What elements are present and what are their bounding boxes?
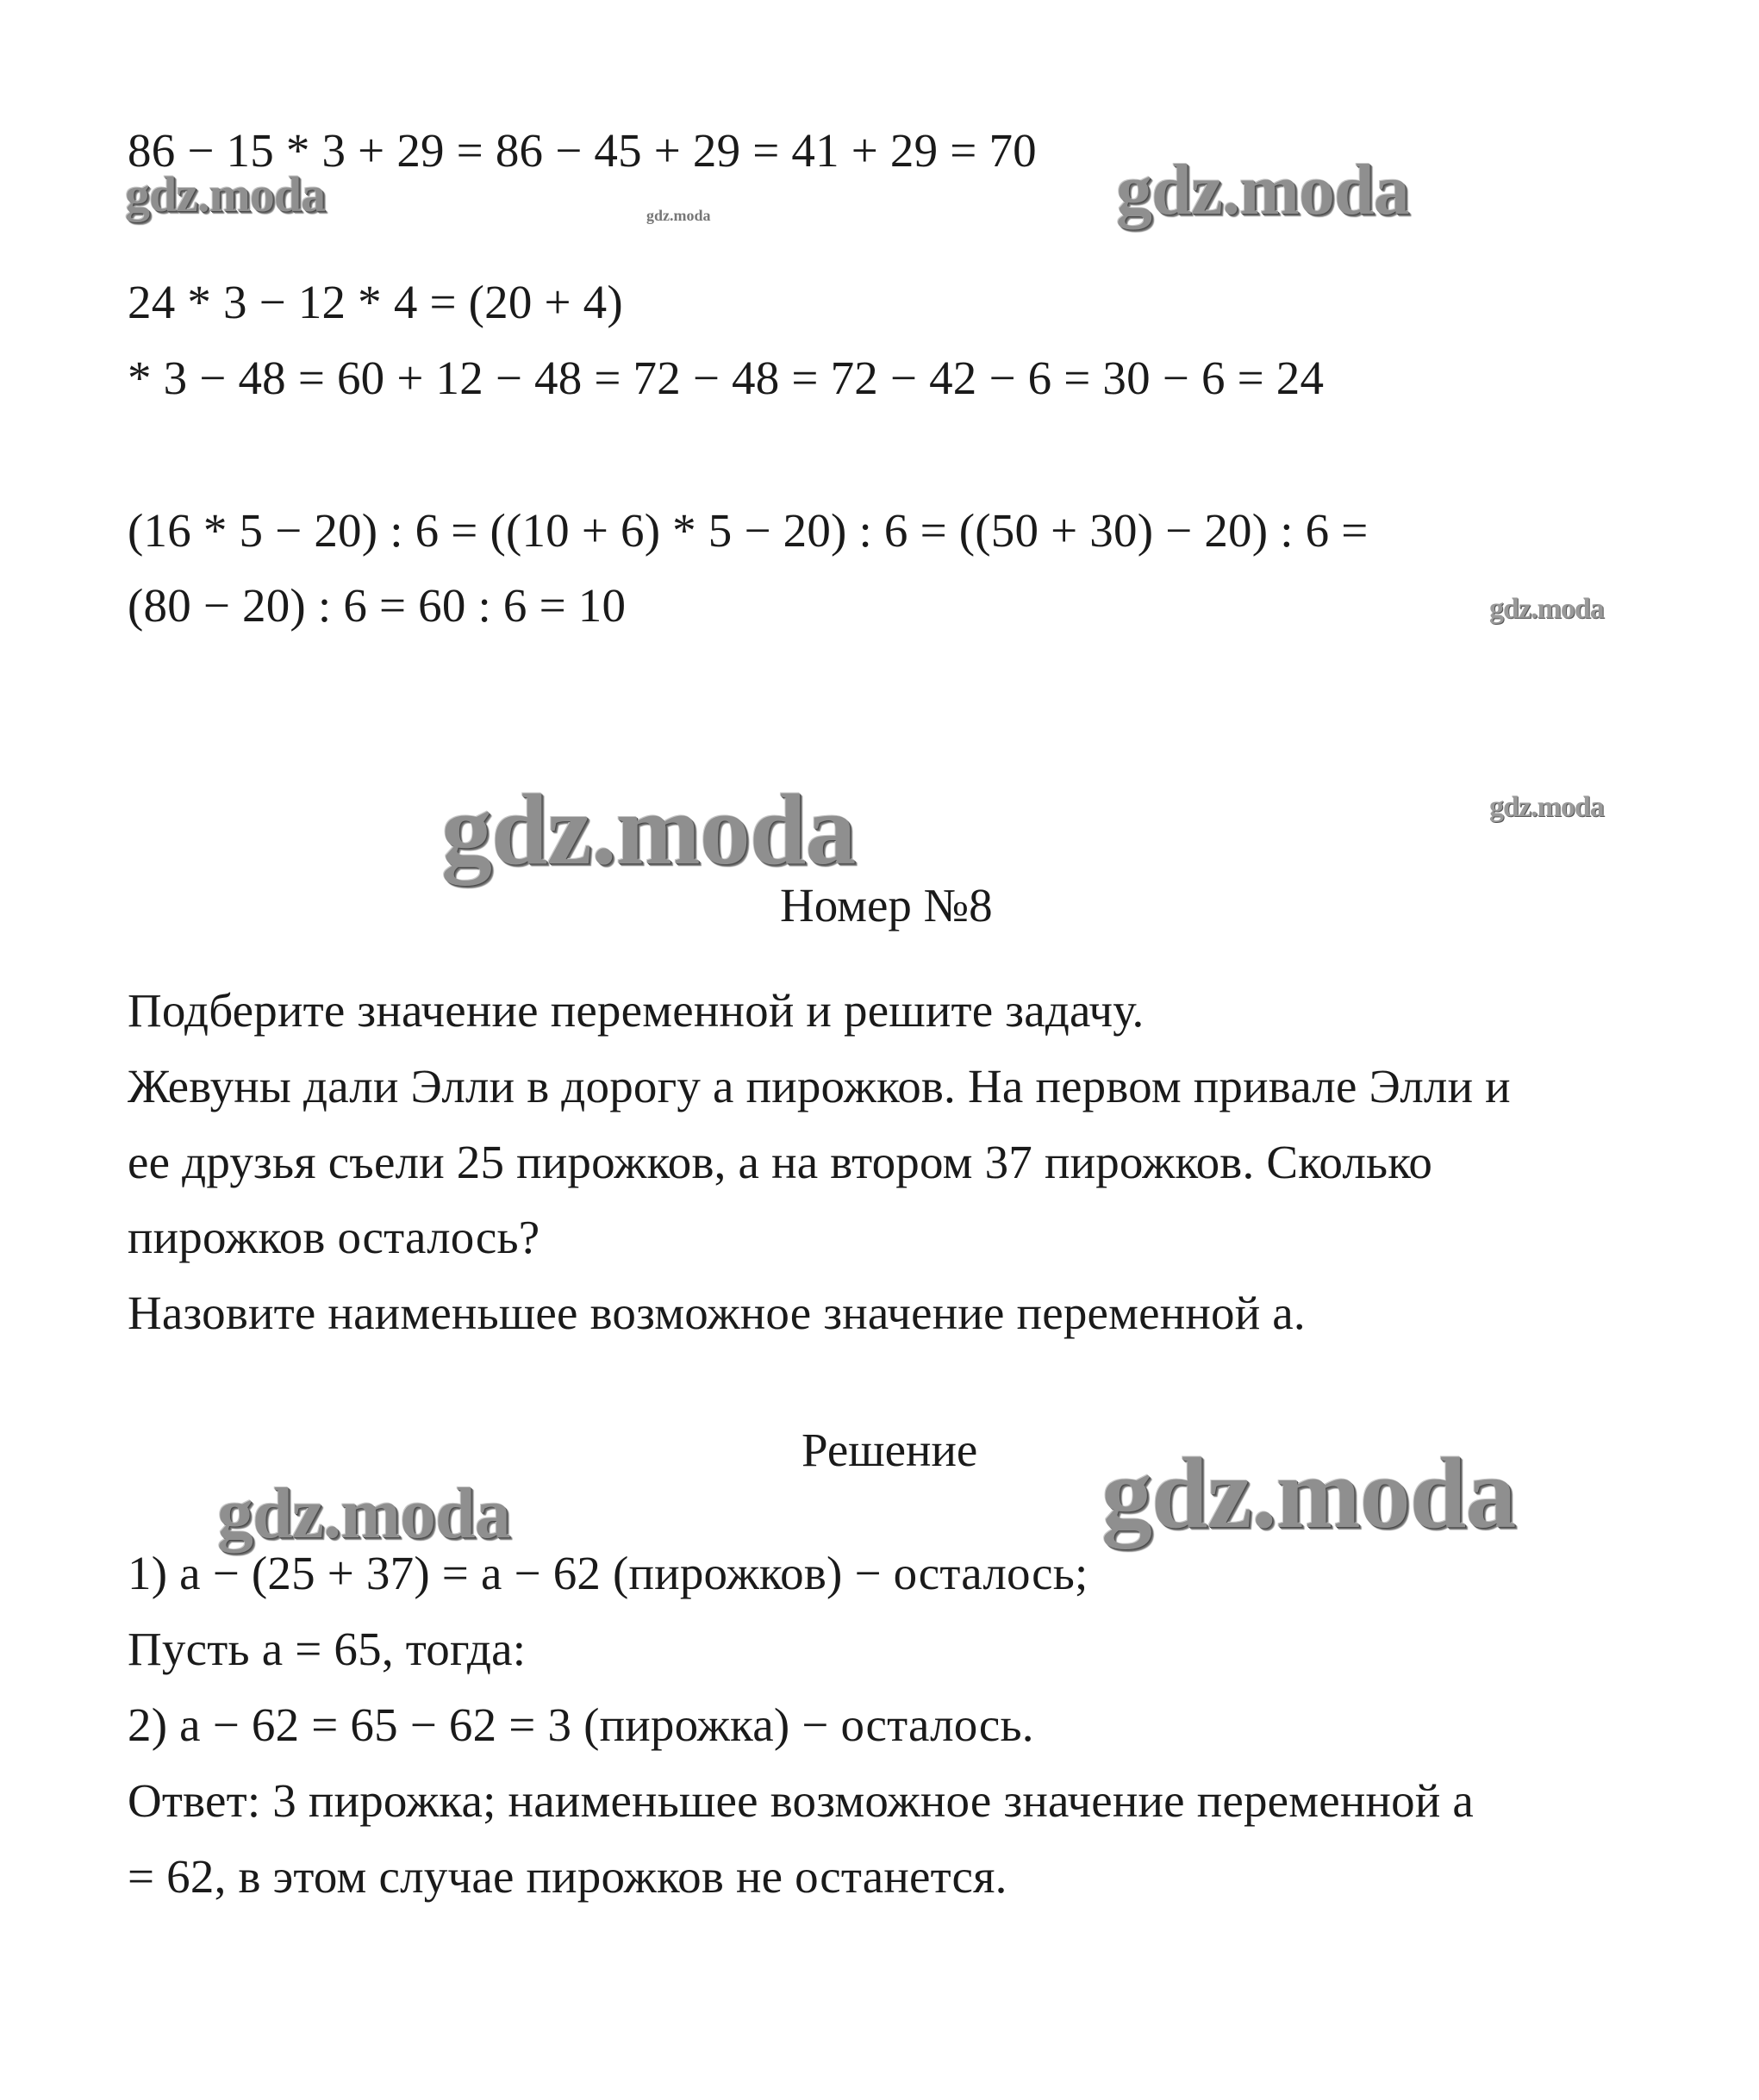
task-heading: Номер №8 [780,879,993,932]
expression-line: * 3 − 48 = 60 + 12 − 48 = 72 − 48 = 72 − 42 − 6 = 30 − 6 = 24 [128,352,1325,404]
watermark-logo: gdz.moda [646,207,711,224]
problem-text: Жевуны дали Элли в дорогу а пирожков. На первом привале Элли и [128,1060,1511,1112]
answer-text: = 62, в этом случае пирожков не останется. [128,1850,1007,1903]
watermark-logo: gdz.moda [1116,150,1409,230]
watermark-logo: gdz.moda [441,773,856,886]
problem-text: ее друзья съели 25 пирожков, а на втором 37 пирожков. Сколько [128,1136,1433,1188]
solution-step: 2) а − 62 = 65 − 62 = 3 (пирожка) − осталось. [128,1698,1034,1751]
expression-line: 24 * 3 − 12 * 4 = (20 + 4) [128,276,623,328]
answer-text: Ответ: 3 пирожка; наименьшее возможное значение переменной а [128,1774,1475,1827]
watermark-logo: gdz.moda [125,166,326,222]
watermark-logo: gdz.moda [1489,791,1604,823]
solution-heading: Решение [802,1424,978,1476]
task-question: Назовите наименьшее возможное значение переменной а. [128,1287,1306,1339]
problem-text: пирожков осталось? [128,1211,540,1263]
expression-line: 86 − 15 * 3 + 29 = 86 − 45 + 29 = 41 + 29 = 70 [128,124,1037,177]
expression-line: (80 − 20) : 6 = 60 : 6 = 10 [128,579,627,632]
solution-step: 1) а − (25 + 37) = а − 62 (пирожков) − осталось; [128,1547,1088,1599]
watermark-logo: gdz.moda [1489,593,1604,625]
solution-step: Пусть а = 65, тогда: [128,1623,527,1675]
watermark-logo: gdz.moda [1101,1436,1516,1549]
watermark-logo: gdz.moda [217,1474,510,1554]
expression-line: (16 * 5 − 20) : 6 = ((10 + 6) * 5 − 20) : 6 = ((50 + 30) − 20) : 6 = [128,504,1369,557]
task-instruction: Подберите значение переменной и решите задачу. [128,984,1145,1037]
